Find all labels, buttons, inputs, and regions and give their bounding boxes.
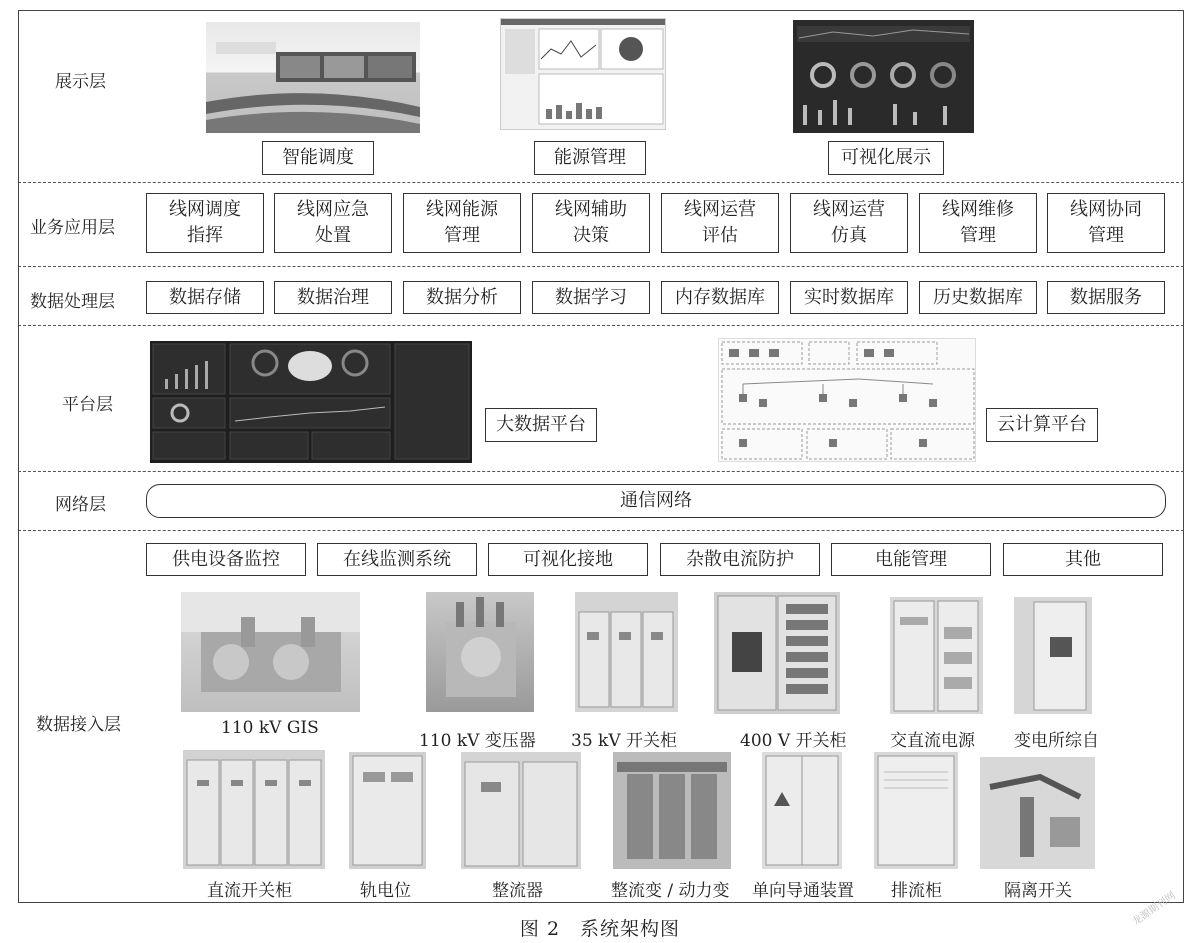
layer-divider bbox=[18, 530, 1184, 531]
access-category: 在线监测系统 bbox=[317, 543, 477, 576]
switchgear-35kv-photo bbox=[575, 592, 678, 712]
platform-item-big-data: 大数据平台 bbox=[485, 408, 597, 442]
business-item-line1: 线网协同 bbox=[1070, 199, 1142, 220]
equipment-caption: 排流柜 bbox=[891, 881, 942, 901]
processing-item: 数据学习 bbox=[532, 281, 650, 314]
processing-item: 历史数据库 bbox=[919, 281, 1037, 314]
substation-automation-photo bbox=[1014, 597, 1092, 714]
layer-label-data-access: 数据接入层 bbox=[36, 715, 121, 735]
business-item-line1: 线网调度 bbox=[169, 199, 241, 220]
layer-label-business: 业务应用层 bbox=[30, 218, 115, 238]
switchgear-400v-photo bbox=[714, 592, 840, 714]
business-item-line1: 线网应急 bbox=[297, 199, 369, 220]
equipment-caption: 400 V 开关柜 bbox=[740, 731, 847, 751]
business-item-line2: 管理 bbox=[1088, 225, 1124, 246]
visualization-screen-screenshot bbox=[793, 20, 974, 133]
access-category: 杂散电流防护 bbox=[660, 543, 820, 576]
drainage-cabinet-photo bbox=[874, 752, 958, 869]
business-item bbox=[146, 193, 264, 253]
layer-label-data-processing: 数据处理层 bbox=[30, 292, 115, 312]
business-item-line2: 指挥 bbox=[187, 225, 223, 246]
business-item-line1: 线网维修 bbox=[942, 199, 1014, 220]
layer-divider bbox=[18, 325, 1184, 326]
layer-divider bbox=[18, 266, 1184, 267]
business-item bbox=[403, 193, 521, 253]
display-item-visualization: 可视化展示 bbox=[828, 141, 944, 175]
equipment-caption: 110 kV 变压器 bbox=[419, 731, 536, 751]
layer-divider bbox=[18, 471, 1184, 472]
business-item bbox=[790, 193, 908, 253]
processing-item: 数据存储 bbox=[146, 281, 264, 314]
business-item-line1: 线网辅助 bbox=[555, 199, 627, 220]
business-item-line2: 处置 bbox=[315, 225, 351, 246]
business-item bbox=[919, 193, 1037, 253]
business-item bbox=[1047, 193, 1165, 253]
layer-label-display: 展示层 bbox=[55, 72, 106, 92]
business-item-line2: 仿真 bbox=[831, 225, 867, 246]
access-category: 供电设备监控 bbox=[146, 543, 306, 576]
equipment-caption: 隔离开关 bbox=[1004, 881, 1072, 901]
equipment-caption: 110 kV GIS bbox=[221, 718, 319, 738]
business-item-line2: 评估 bbox=[702, 225, 738, 246]
processing-item: 数据治理 bbox=[274, 281, 392, 314]
transformer-photo bbox=[426, 592, 534, 712]
business-item-line1: 线网能源 bbox=[426, 199, 498, 220]
business-item bbox=[274, 193, 392, 253]
unidirectional-conduction-device-photo bbox=[762, 752, 842, 869]
access-category: 可视化接地 bbox=[488, 543, 648, 576]
watermark: 龙源期刊网 bbox=[1130, 890, 1178, 928]
business-item-line2: 管理 bbox=[444, 225, 480, 246]
equipment-caption: 整流器 bbox=[492, 881, 543, 901]
equipment-caption: 35 kV 开关柜 bbox=[571, 731, 678, 751]
business-item-line1: 线网运营 bbox=[813, 199, 885, 220]
equipment-caption: 交直流电源 bbox=[890, 731, 975, 751]
rectifier-transformer-photo bbox=[613, 752, 731, 869]
processing-item: 内存数据库 bbox=[661, 281, 779, 314]
equipment-caption: 变电所综自 bbox=[1014, 731, 1099, 751]
equipment-caption: 整流变 / 动力变 bbox=[611, 881, 730, 901]
equipment-caption: 轨电位 bbox=[360, 881, 411, 901]
business-item bbox=[661, 193, 779, 253]
isolating-switch-photo bbox=[980, 757, 1095, 869]
dc-switchgear-photo bbox=[183, 750, 325, 869]
cloud-computing-topology-diagram bbox=[718, 338, 976, 462]
gis-photo bbox=[181, 592, 360, 712]
access-category: 电能管理 bbox=[831, 543, 991, 576]
figure-caption: 图 2 系统架构图 bbox=[519, 918, 681, 940]
processing-item: 实时数据库 bbox=[790, 281, 908, 314]
display-item-smart-dispatch: 智能调度 bbox=[262, 141, 374, 175]
business-item-line2: 决策 bbox=[573, 225, 609, 246]
business-item-line2: 管理 bbox=[960, 225, 996, 246]
rectifier-photo bbox=[461, 752, 581, 869]
display-item-energy-management: 能源管理 bbox=[534, 141, 646, 175]
layer-label-platform: 平台层 bbox=[62, 395, 113, 415]
big-data-dashboard-screenshot bbox=[150, 341, 472, 463]
platform-item-cloud-computing: 云计算平台 bbox=[986, 408, 1098, 442]
ac-dc-power-photo bbox=[890, 597, 983, 714]
processing-item: 数据服务 bbox=[1047, 281, 1165, 314]
business-item bbox=[532, 193, 650, 253]
rail-potential-photo bbox=[349, 752, 426, 869]
equipment-caption: 直流开关柜 bbox=[207, 881, 292, 901]
network-item-communication: 通信网络 bbox=[146, 484, 1166, 518]
energy-dashboard-screenshot bbox=[500, 18, 666, 130]
layer-divider bbox=[18, 182, 1184, 183]
equipment-caption: 单向导通装置 bbox=[752, 881, 854, 901]
business-item-line1: 线网运营 bbox=[684, 199, 756, 220]
processing-item: 数据分析 bbox=[403, 281, 521, 314]
access-category: 其他 bbox=[1003, 543, 1163, 576]
layer-label-network: 网络层 bbox=[55, 495, 106, 515]
control-room-photo bbox=[206, 22, 420, 133]
